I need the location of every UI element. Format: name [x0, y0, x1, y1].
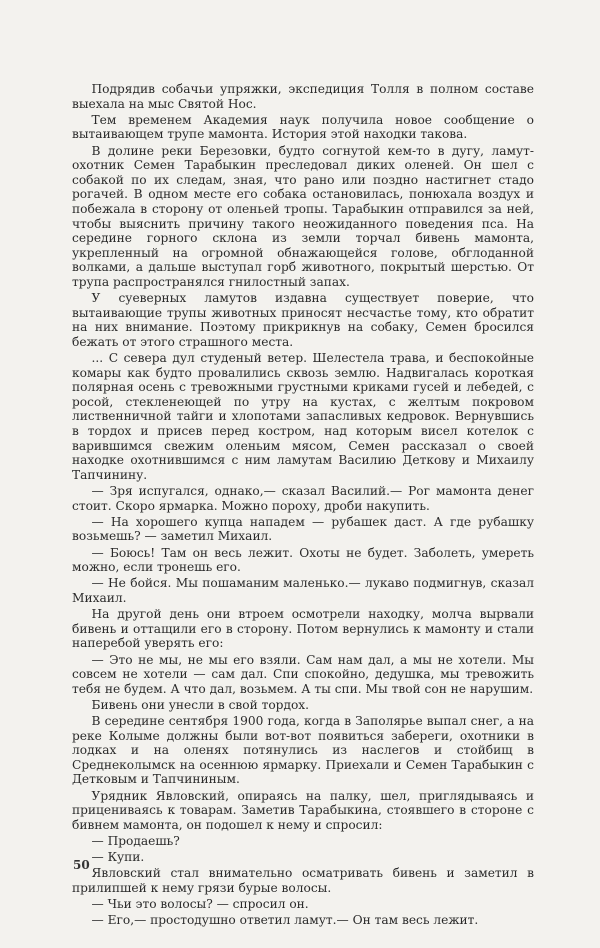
- dialogue-line-6: — Продаешь?: [91, 834, 180, 848]
- paragraph-7: Бивень они унесли в свой тордох.: [91, 697, 310, 712]
- dialogue-line-8: — Чьи это волосы? — спросил он.: [91, 897, 309, 912]
- dialogue-line-5: — Это не мы, не мы его взяли. Сам нам дал, а мы не хотели. Мы совсем не хотели — сам дал. Спи спокойно, дедушка, мы тревожить тебя не будем. А что дал, возьмем. А ты спи. Мы твой сон не нарушим.: [72, 652, 534, 696]
- paragraph-6: На другой день они втроем осмотрели находку, молча вырвали бивень и оттащили его в сторону. Потом вернулись к мамонту и стали наперебой уверять его:: [72, 607, 534, 651]
- paragraph-2: Тем временем Академия наук получила новое сообщение о вытаивающем трупе мамонта. История этой находки такова.: [72, 112, 534, 142]
- paragraph-1: Подрядив собачьи упряжки, экспедиция Толля в полном составе выехала на мыс Святой Нос.: [72, 82, 534, 111]
- page-number: 50: [73, 858, 90, 872]
- dialogue-line-4: — Не бойся. Мы пошаманим маленько.— лукаво подмигнув, сказал Михаил.: [72, 576, 534, 605]
- dialogue-line-7: — Купи.: [91, 850, 145, 865]
- paragraph-3: В долине реки Березовки, будто согнутой кем-то в дугу, ламут-охотник Семен Тарабыкин преследовал диких оленей. Он шел с собакой по их следам, зная, что рано или поздно настигнет стадо рогачей. В одном месте его собака остановилась, понюхала воздух и побежала в сторону от оленьей тропы. Тарабыкин отправился за ней, чтобы выяснить причину такого неожиданного поведения пса. На середине горного склона из земли торчал бивень мамонта, укрепленный на огромной обнажающейся голове, обглоданной волками, а дальше выступал горб животного, покрытый шерстью. От трупа распространялся гнилостный запах.: [72, 143, 534, 289]
- paragraph-9: Урядник Явловский, опираясь на палку, шел, приглядываясь и прицениваясь к товарам. Заметив Тарабыкина, стоявшего в стороне с бивнем мамонта, он подошел к нему и спросил:: [72, 788, 534, 832]
- dialogue-line-9: — Его,— простодушно ответил ламут.— Он там весь лежит.: [91, 913, 479, 928]
- paragraph-10: Явловский стал внимательно осматривать бивень и заметил в прилипшей к нему грязи бурые волосы.: [72, 866, 534, 895]
- page-text: [72, 82, 534, 930]
- paragraph-4: У суеверных ламутов издавна существует поверие, что вытаивающие трупы животных приносят несчастье тому, кто обратит на них внимание. Поэтому прикрикнув на собаку, Семен бросился бежать от этого страшного места.: [72, 291, 534, 349]
- paragraph-5: ... С севера дул студеный ветер. Шелестела трава, и беспокойные комары как будто провалились сквозь землю. Надвигалась короткая полярная осень с тревожными грустными криками гусей и лебедей, с росой, стекленеющей по утру на кустах, с желтым покровом лиственничной тайги и хлопотами запасливых кедровок. Вернувшись в тордох и присев перед костром, над которым висел котелок с варившимся свежим оленьим мясом, Семен рассказал о своей находке охотнившимся с ним ламутам Василию Деткову и Михаилу Тапчинину.: [72, 351, 534, 482]
- dialogue-line-3: — Боюсь! Там он весь лежит. Охоты не будет. Заболеть, умереть можно, если тронешь его.: [72, 545, 534, 575]
- dialogue-line-1: — Зря испугался, однако,— сказал Василий.— Рог мамонта денег стоит. Скоро ярмарка. Можно пороху, дроби накупить.: [72, 484, 534, 513]
- paragraph-8: В середине сентября 1900 года, когда в Заполярье выпал снег, а на реке Колыме должны были вот-вот появиться забереги, охотники в лодках и на оленях потянулись из наслегов и стойбищ в Среднеколымск на осеннюю ярмарку. Приехали и Семен Тарабыкин с Детковым и Тапчининым.: [72, 714, 534, 787]
- dialogue-line-2: — На хорошего купца нападем — рубашек даст. А где рубашку возьмешь? — заметил Михаил.: [72, 514, 534, 544]
